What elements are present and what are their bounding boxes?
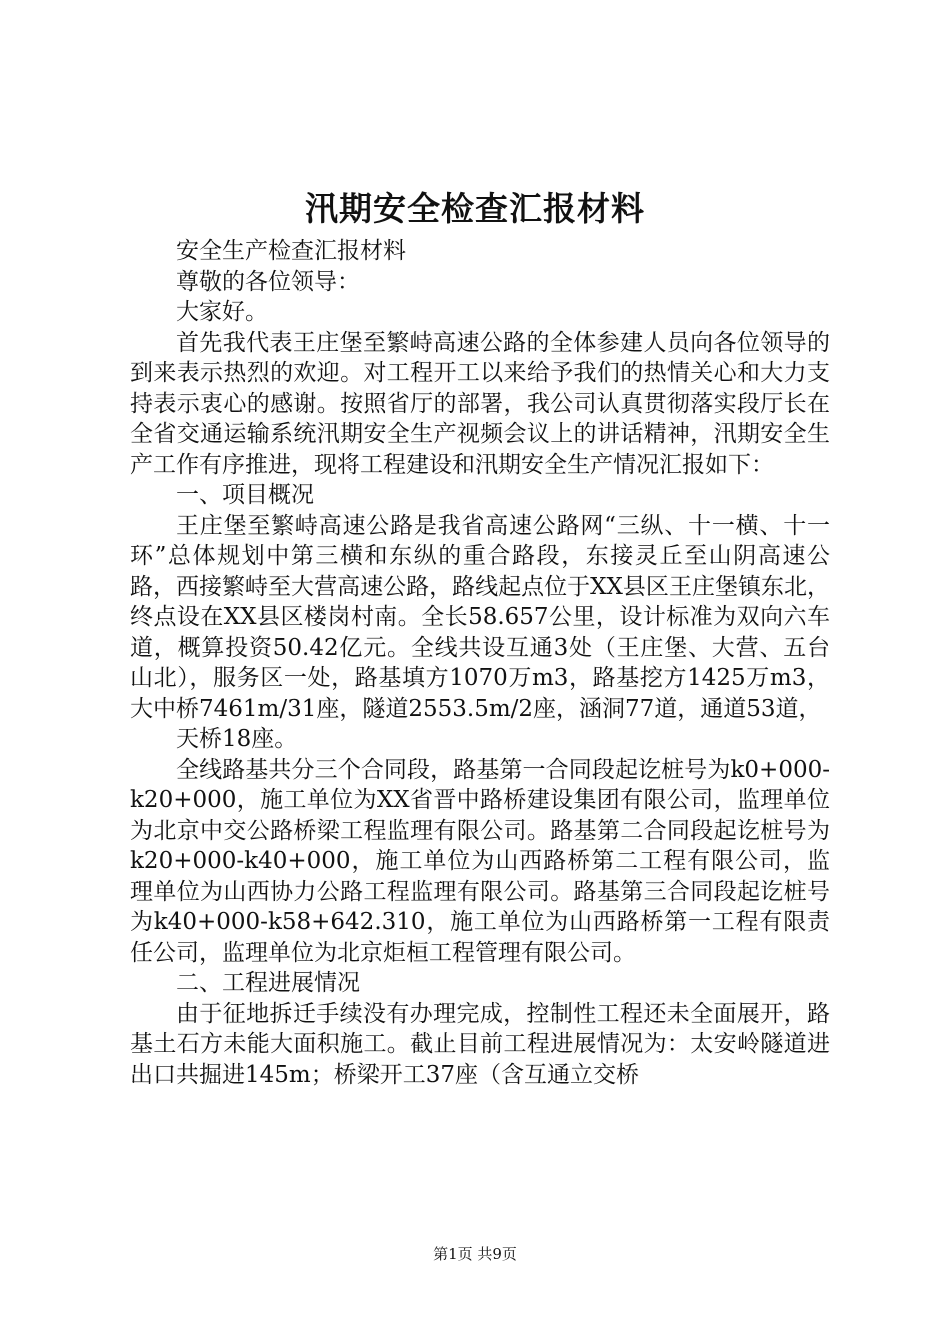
section-heading-overview: 一、项目概况 <box>176 482 314 508</box>
paragraph-progress: 由于征地拆迁手续没有办理完成，控制性工程还未全面展开，路基土石方未能大面积施工。截止目前工程进展情况为：太安岭隧道进出口共掘进145m；桥梁开工37座（含互通立交桥 <box>130 1000 830 1088</box>
document-title: 汛期安全检查汇报材料 <box>305 189 645 228</box>
paragraph-greeting: 大家好。 <box>176 299 268 325</box>
page-footer: 第1页 共9页 <box>433 1245 517 1263</box>
section-heading-progress: 二、工程进展情况 <box>176 970 360 996</box>
paragraph-subtitle: 安全生产检查汇报材料 <box>176 238 406 264</box>
paragraph-intro: 首先我代表王庄堡至繁峙高速公路的全体参建人员向各位领导的到来表示热烈的欢迎。对工程开工以来给予我们的热情关心和大力支持表示衷心的感谢。按照省厅的部署，我公司认真贯彻落实段厅长在全省交通运输系统汛期安全生产视频会议上的讲话精神，汛期安全生产工作有序推进，现将工程建设和汛期安全生产情况汇报如下： <box>130 329 830 478</box>
paragraph-bridges: 天桥18座。 <box>176 726 298 752</box>
paragraph-contracts: 全线路基共分三个合同段，路基第一合同段起讫桩号为k0+000-k20+000，施工单位为XX省晋中路桥建设集团有限公司，监理单位为北京中交公路桥梁工程监理有限公司。路基第二合同段起讫桩号为k20+000-k40+000，施工单位为山西路桥第二工程有限公司，监理单位为山西协力公路工程监理有限公司。路基第三合同段起讫桩号为k40+000-k58+642.310，施工单位为山西路桥第一工程有限责任公司，监理单位为北京炬桓工程管理有限公司。 <box>130 756 830 966</box>
paragraph-overview: 王庄堡至繁峙高速公路是我省高速公路网“三纵、十一横、十一环”总体规划中第三横和东纵的重合路段，东接灵丘至山阴高速公路，西接繁峙至大营高速公路，路线起点位于XX县区王庄堡镇东北，终点设在XX县区楼岗村南。全长58.657公里，设计标准为双向六车道，概算投资50.42亿元。全线共设互通3处（王庄堡、大营、五台山北），服务区一处，路基填方1070万m3，路基挖方1425万m3，大中桥7461m/31座，隧道2553.5m/2座，涵洞77道，通道53道， <box>130 512 830 722</box>
paragraph-salutation: 尊敬的各位领导： <box>176 268 360 295</box>
document-body <box>130 236 830 1090</box>
